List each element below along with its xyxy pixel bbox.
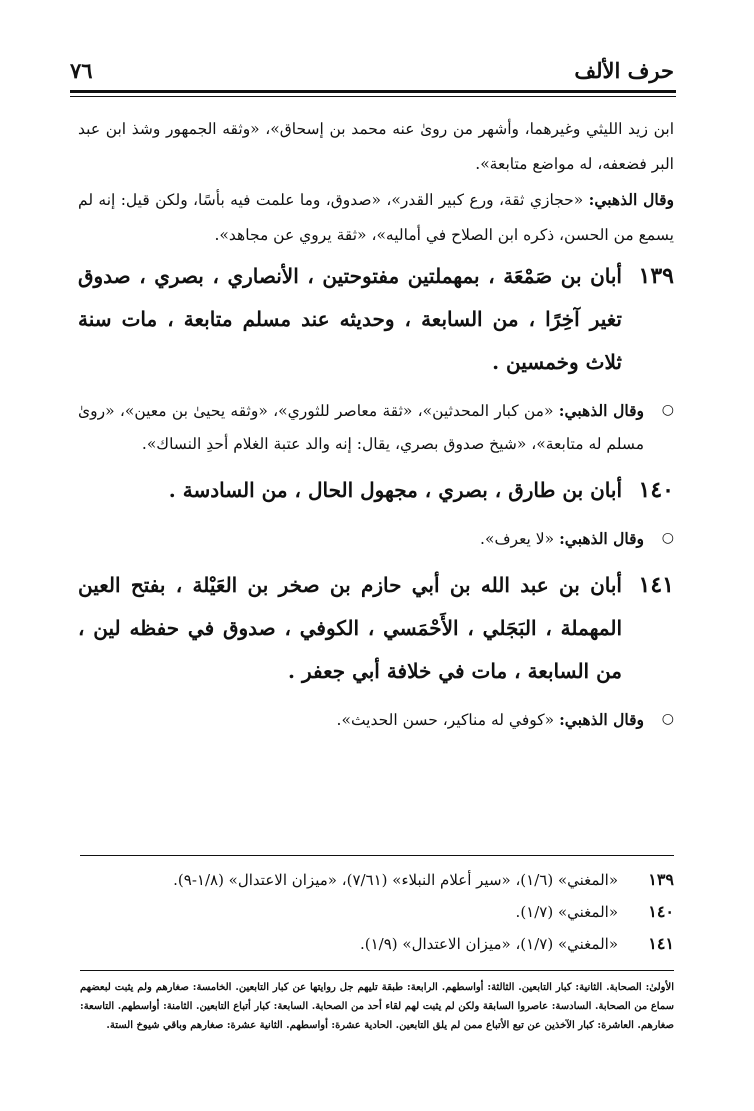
footnotes xyxy=(80,864,674,960)
footnote xyxy=(80,896,674,928)
dhahabi-text: «لا يعرف». xyxy=(480,530,555,548)
dhahabi-note-text xyxy=(78,703,644,737)
tabaqat-glossary: الأولىٰ: الصحابة. الثانية: كبار التابعين. الثالثة: أواسطهم. الرابعة: طبقة تليهم جل روايتها عن كبار التابعين. الخامسة: صغارهم ولم يثبت لبعضهم سماع من الصحابة. السادسة: عاصروا السابقة ولكن لم يثبت لهم لقاء أحد من الصحابة. السابعة: كبار أتباع التابعين. الثامنة: أواسطهم. التاسعة: صغارهم. العاشرة: كبار الآخذين عن تبع الأتباع ممن لم يلق التابعين. الحادية عشرة: أواسطهم. الثانية عشرة: صغارهم وباقي شيوخ الستة. xyxy=(80,982,674,1031)
footnote-text: «المغني» (١/٧)، «ميزان الاعتدال» (١/٩). xyxy=(360,935,618,953)
page-header xyxy=(70,58,674,90)
footnote-number: ١٤٠ xyxy=(648,902,674,921)
dhahabi-note-text xyxy=(78,394,644,461)
header-rule-thick xyxy=(70,90,676,93)
footnote-separator xyxy=(80,855,674,856)
dhahabi-text: «من كبار المحدثين»، «ثقة معاصر للثوري»، «وثقه يحيىٰ بن معين»، «روىٰ مسلم له متابعة»، «شيخ صدوق بصري، يقال: إنه والد عتبة الغلام أحدِ النساك». xyxy=(78,402,644,453)
circle-bullet-icon: ○ xyxy=(661,711,674,727)
entry-number: ١٣٩ xyxy=(638,263,674,289)
footnote-text: «المغني» (١/٦)، «سير أعلام النبلاء» (٧/٦١)، «ميزان الاعتدال» (١/٨-٩). xyxy=(173,871,618,889)
footnote-number: ١٣٩ xyxy=(648,870,674,889)
footnote-text: «المغني» (١/٧). xyxy=(515,903,618,921)
footnote-number: ١٤١ xyxy=(648,934,674,953)
dhahabi-note xyxy=(78,394,674,461)
dhahabi-label: وقال الذهبي: xyxy=(559,710,644,729)
dhahabi-text: «حجازي ثقة، ورع كبير القدر»، «صدوق، وما علمت فيه بأسًا، ولكن قيل: إنه لم يسمع من الحسن، ذكره ابن الصلاح في أماليه»، «ثقة يروي عن مجاهد». xyxy=(78,191,674,244)
entry-text: أبان بن عبد الله بن أبي حازم بن صخر بن العَيْلة ، بفتح العين المهملة ، البَجَلي ، الأَحْمَسي ، الكوفي ، صدوق في حفظه لين ، من السابعة ، مات في خلافة أبي جعفر . xyxy=(78,573,622,683)
header-rule-thin xyxy=(70,96,676,97)
footnote xyxy=(80,928,674,960)
dhahabi-text: «كوفي له مناكير، حسن الحديث». xyxy=(336,711,555,729)
entry-number: ١٤٠ xyxy=(638,477,674,503)
dhahabi-note-text xyxy=(78,522,644,556)
main-text xyxy=(78,112,674,737)
entry-text: أبان بن صَمْعَة ، بمهملتين مفتوحتين ، الأنصاري ، بصري ، صدوق تغير آخِرًا ، من السابعة ، وحديثه عند مسلم متابعة ، مات سنة ثلاث وخمسين . xyxy=(78,264,622,374)
narrator-entry xyxy=(78,255,674,384)
footnote xyxy=(80,864,674,896)
dhahabi-note xyxy=(78,703,674,737)
circle-bullet-icon: ○ xyxy=(661,402,674,418)
entry-number: ١٤١ xyxy=(638,572,674,598)
dhahabi-label: وقال الذهبي: xyxy=(559,529,644,548)
chapter-title: حرف الألف xyxy=(574,58,674,83)
dhahabi-note xyxy=(78,522,674,556)
narrator-entry xyxy=(78,469,674,512)
dhahabi-label: وقال الذهبي: xyxy=(558,401,644,420)
narrator-entry xyxy=(78,564,674,693)
intro-dhahabi-paragraph xyxy=(78,182,674,253)
intro-paragraph: ابن زيد الليثي وغيرهما، وأشهر من روىٰ عنه محمد بن إسحاق»، «وثقه الجمهور وشذ ابن عبد البر فضعفه، له مواضع متابعة». xyxy=(78,120,674,173)
entry-text: أبان بن طارق ، بصري ، مجهول الحال ، من السادسة . xyxy=(168,478,622,502)
page-number: ٧٦ xyxy=(70,58,93,83)
circle-bullet-icon: ○ xyxy=(661,530,674,546)
glossary-separator xyxy=(80,970,674,971)
dhahabi-label: وقال الذهبي: xyxy=(588,190,674,209)
